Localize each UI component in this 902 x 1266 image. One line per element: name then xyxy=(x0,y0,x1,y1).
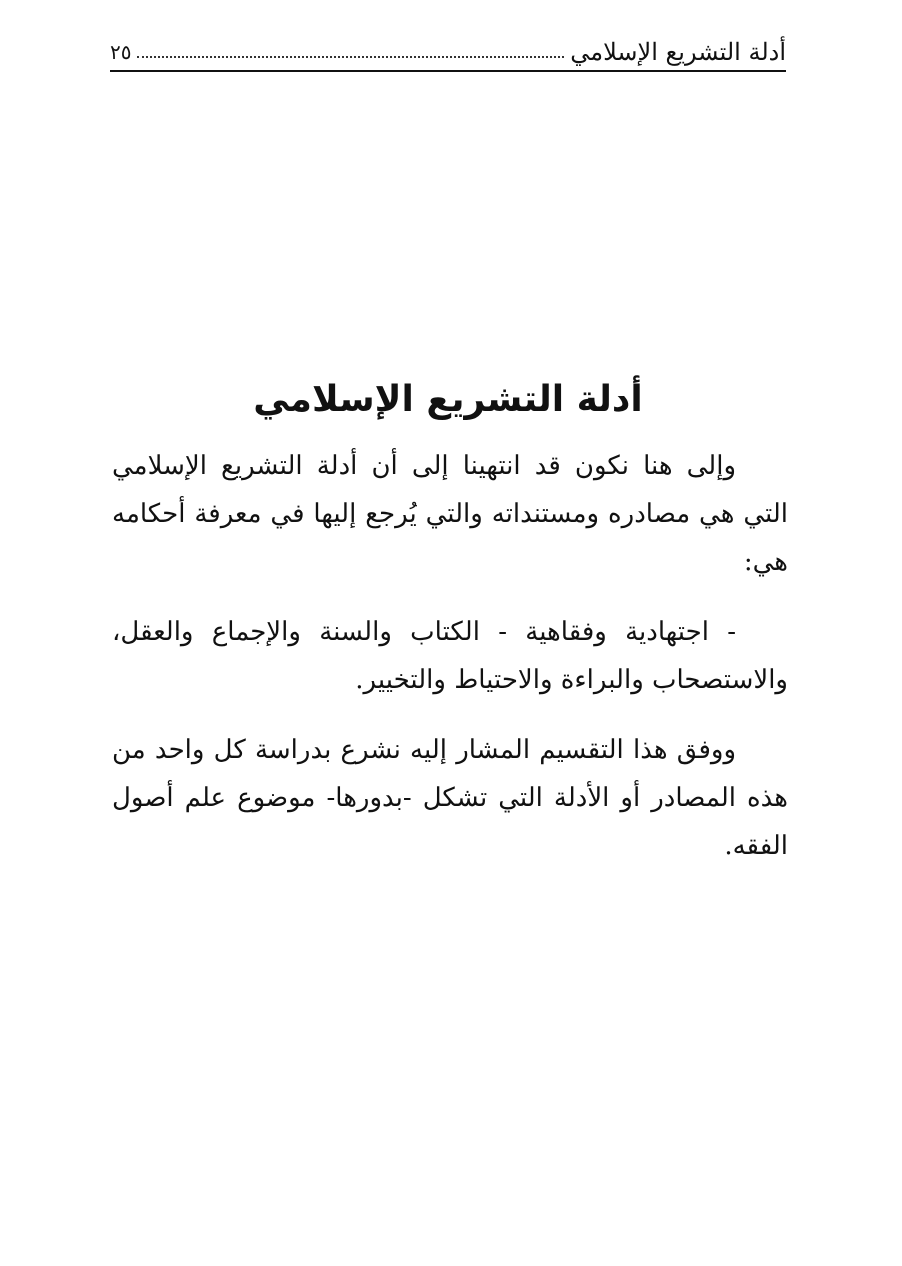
dot-leader xyxy=(137,56,564,58)
chapter-title: أدلة التشريع الإسلامي xyxy=(253,379,643,421)
paragraph: - اجتهادية وفقاهية - الكتاب والسنة والإجماع والعقل، والاستصحاب والبراءة والاحتياط والتخيير. xyxy=(112,617,788,695)
body-text xyxy=(112,442,788,892)
running-title: أدلة التشريع الإسلامي xyxy=(570,38,786,66)
paragraph: وإلى هنا نكون قد انتهينا إلى أن أدلة التشريع الإسلامي التي هي مصادره ومستنداته والتي يُرجع إليها في معرفة أحكامه هي: xyxy=(112,451,788,577)
running-header xyxy=(110,30,786,72)
paragraph: ووفق هذا التقسيم المشار إليه نشرع بدراسة كل واحد من هذه المصادر أو الأدلة التي تشكل -بدورها- موضوع علم أصول الفقه. xyxy=(112,735,788,861)
page-number: ٢٥ xyxy=(110,40,132,64)
